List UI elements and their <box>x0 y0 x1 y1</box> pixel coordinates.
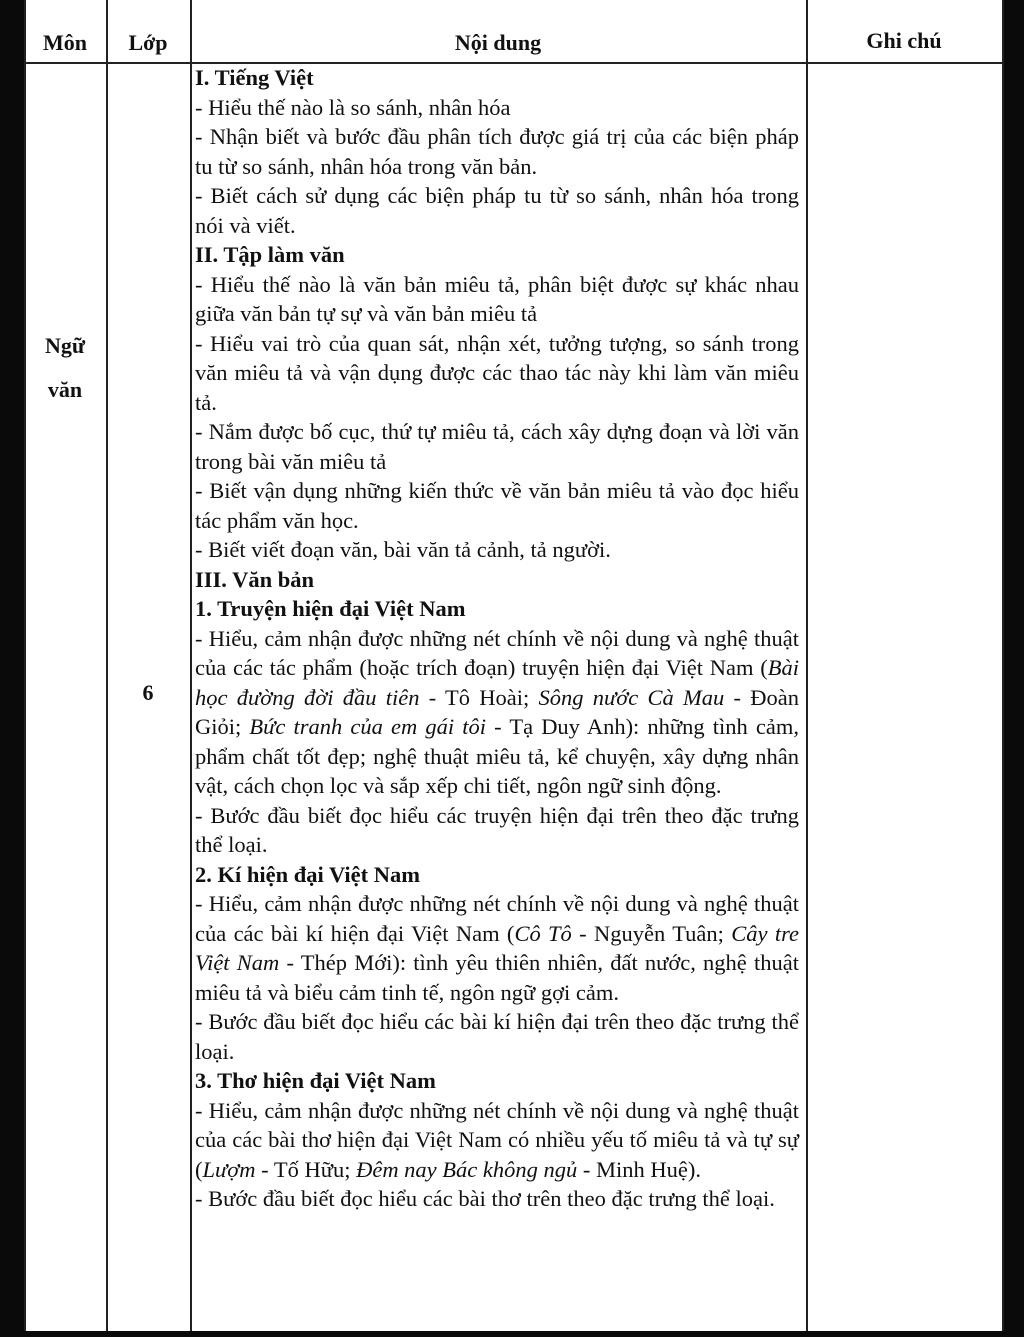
subsection-title-tho: 3. Thơ hiện đại Việt Nam <box>195 1068 436 1093</box>
work-title: Bức tranh của em gái tôi <box>249 714 486 739</box>
scan-border-left <box>0 0 24 1337</box>
header-lop: Lớp <box>128 30 168 55</box>
content-item: - Bước đầu biết đọc hiểu các bài kí hiện đại trên theo đặc trưng thể loại. <box>195 1009 799 1064</box>
text-run: - Nguyễn Tuân; <box>571 920 732 946</box>
text-run: - Hiểu, cảm nhận được những nét chính về nội dung và nghệ thuật của các bài thơ hiện đại Việt Nam có nhiều yếu tố miêu tả và tự sự ( <box>195 1097 799 1182</box>
content-item: - Nhận biết và bước đầu phân tích được giá trị của các biện pháp tu từ so sánh, nhân hóa trong văn bản. <box>195 124 799 179</box>
content-item: - Bước đầu biết đọc hiểu các truyện hiện đại trên theo đặc trưng thể loại. <box>195 802 799 857</box>
work-title: Cây tre Việt Nam <box>195 920 800 975</box>
table-border-left <box>24 0 26 1331</box>
content-item: - Biết viết đoạn văn, bài văn tả cảnh, tả người. <box>195 537 611 562</box>
content-item: - Hiểu vai trò của quan sát, nhận xét, tưởng tượng, so sánh trong văn miêu tả và vận dụng được các thao tác này khi làm văn miêu tả. <box>195 330 799 415</box>
text-run: - Đoàn Giỏi; <box>195 684 799 739</box>
subject-line-2: văn <box>47 377 83 402</box>
text-run: - Hiểu, cảm nhận được những nét chính về nội dung và nghệ thuật của các tác phẩm (hoặc trích đoạn) truyện hiện đại Việt Nam ( <box>195 625 799 680</box>
table-border-right <box>1002 0 1004 1331</box>
header-ghi-chu: Ghi chú <box>866 28 942 53</box>
text-run: - Hiểu, cảm nhận được những nét chính về nội dung và nghệ thuật của các bài kí hiện đại Việt Nam ( <box>195 891 799 946</box>
subject-cell <box>24 324 106 412</box>
section-title-tieng-viet: I. Tiếng Việt <box>195 65 314 90</box>
work-title: Cô Tô <box>514 920 572 946</box>
divider-mon-lop <box>106 0 108 1331</box>
text-run: - Tô Hoài; <box>419 684 539 710</box>
work-title: Bài học đường đời đầu tiên <box>195 655 799 710</box>
content-item: - Hiểu thế nào là văn bản miêu tả, phân biệt được sự khác nhau giữa văn bản tự sự và văn bản miêu tả <box>195 271 799 326</box>
divider-lop-noidung <box>190 0 192 1331</box>
subsection-title-ki: 2. Kí hiện đại Việt Nam <box>195 861 421 887</box>
content-cell <box>195 63 799 1214</box>
curriculum-table <box>24 0 1004 1331</box>
scan-border-right <box>1004 0 1024 1337</box>
text-run: - Tố Hữu; <box>255 1156 357 1182</box>
content-item: - Nắm được bố cục, thứ tự miêu tả, cách xây dựng đoạn và lời văn trong bài văn miêu tả <box>195 419 799 474</box>
section-title-van-ban: III. Văn bản <box>195 566 315 592</box>
header-mon: Môn <box>43 30 87 55</box>
grade-cell: 6 <box>142 680 154 705</box>
text-run: - Minh Huệ). <box>577 1156 702 1182</box>
work-title: Đêm nay Bác không ngủ <box>356 1156 578 1182</box>
notes-cell <box>808 64 1000 1324</box>
header-noi-dung: Nội dung <box>454 30 542 55</box>
text-run: - Thép Mới): tình yêu thiên nhiên, đất nước, nghệ thuật miêu tả và biểu cảm tinh tế, ngôn ngữ gợi cảm. <box>195 950 799 1005</box>
work-title: Lượm <box>202 1156 256 1182</box>
section-title-tap-lam-van: II. Tập làm văn <box>195 242 345 267</box>
content-item: - Hiểu thế nào là so sánh, nhân hóa <box>195 94 511 120</box>
work-title: Sông nước Cà Mau <box>538 684 725 710</box>
content-item <box>195 1096 799 1185</box>
content-item <box>195 889 799 1007</box>
scan-border-bottom <box>0 1331 1024 1337</box>
text-run: - Tạ Duy Anh): những tình cảm, phẩm chất tốt đẹp; nghệ thuật miêu tả, kể chuyện, xây dựng nhân vật, cách chọn lọc và sắp xếp chi tiết, ngôn ngữ sinh động. <box>195 714 799 798</box>
content-item: - Bước đầu biết đọc hiểu các bài thơ trên theo đặc trưng thể loại. <box>195 1186 775 1211</box>
content-item: - Biết cách sử dụng các biện pháp tu từ so sánh, nhân hóa trong nói và viết. <box>195 183 799 238</box>
content-item <box>195 624 799 801</box>
subsection-title-truyen: 1. Truyện hiện đại Việt Nam <box>195 596 466 621</box>
content-item: - Biết vận dụng những kiến thức về văn bản miêu tả vào đọc hiểu tác phẩm văn học. <box>195 478 799 533</box>
subject-line-1: Ngữ <box>44 333 86 358</box>
